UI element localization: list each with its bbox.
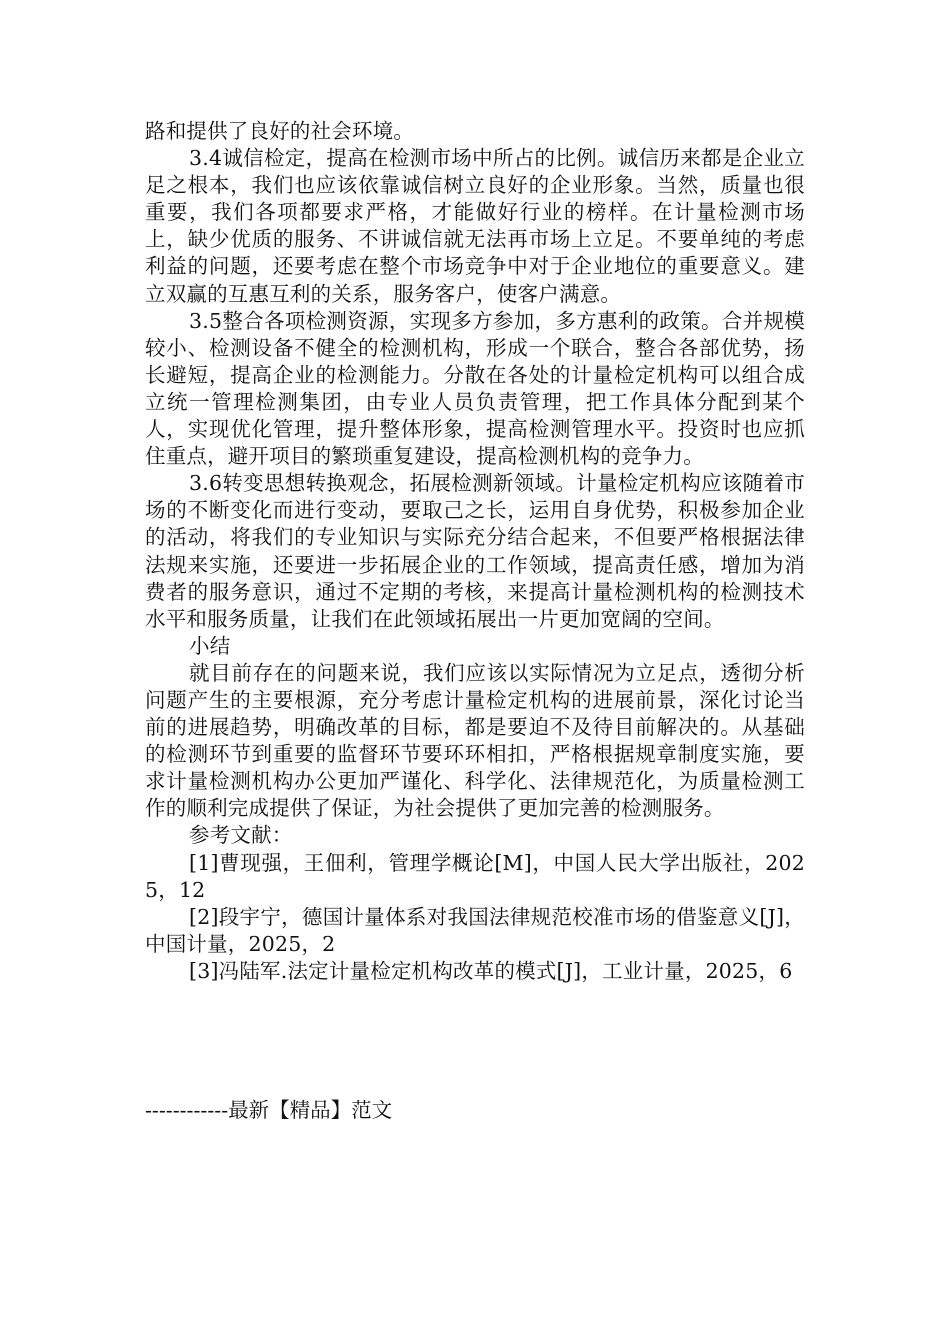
body-text xyxy=(145,118,805,985)
summary-heading: 小结 xyxy=(189,633,231,658)
summary-paragraph: 就目前存在的问题来说，我们应该以实际情况为立足点，透彻分析问题产生的主要根源，充分考虑计量检定机构的进展前景，深化讨论当前的进展趋势，明确改革的目标，都是要迫不及待目前解决的。从基础的检测环节到重要的监督环节要环环相扣，严格根据规章制度实施，要求计量检测机构办公更加严谨化、科学化、法律规范化，为质量检测工作的顺利完成提供了保证，为社会提供了更加完善的检测服务。 xyxy=(145,660,805,821)
reference-item-1: [1]曹现强，王佃利，管理学概论[M]，中国人民大学出版社，2025，12 xyxy=(145,850,805,902)
paragraph-3-5: 3.5整合各项检测资源，实现多方参加，多方惠利的政策。合并规模较小、检测设备不健全的检测机构，形成一个联合，整合各部优势，扬长避短，提高企业的检测能力。分散在各处的计量检定机构可以组合成立统一管理检测集团，由专业人员负责管理，把工作具体分配到某个人，实现优化管理，提升整体形象，提高检测管理水平。投资时也应抓住重点，避开项目的繁琐重复建设，提高检测机构的竞争力。 xyxy=(145,308,805,469)
references-heading: 参考文献： xyxy=(189,823,293,848)
reference-item-3: [3]冯陆军.法定计量检定机构改革的模式[J]，工业计量，2025，6 xyxy=(189,958,793,983)
paragraph-continuation: 路和提供了良好的社会环境。 xyxy=(145,119,415,143)
reference-item-2: [2]段宇宁，德国计量体系对我国法律规范校准市场的借鉴意义[J]，中国计量，2025，2 xyxy=(145,904,805,956)
paragraph-3-6: 3.6转变思想转换观念，拓展检测新领域。计量检定机构应该随着市场的不断变化而进行变动，要取己之长，运用自身优势，积极参加企业的活动，将我们的专业知识与实际充分结合起来，不但要严格根据法律法规来实施，还要进一步拓展企业的工作领域，提高责任感，增加为消费者的服务意识，通过不定期的考核，来提高计量检测机构的检测技术水平和服务质量，让我们在此领域拓展出一片更加宽阔的空间。 xyxy=(145,471,805,631)
paragraph-3-4: 3.4诚信检定，提高在检测市场中所占的比例。诚信历来都是企业立足之根本，我们也应该依靠诚信树立良好的企业形象。当然，质量也很重要，我们各项都要求严格，才能做好行业的榜样。在计量检测市场上，缺少优质的服务、不讲诚信就无法再市场上立足。不要单纯的考虑利益的问题，还要考虑在整个市场竞争中对于企业地位的重要意义。建立双赢的互惠互利的关系，服务客户，使客户满意。 xyxy=(145,146,805,306)
footer-text: ------------最新【精品】范文 xyxy=(145,1098,393,1122)
